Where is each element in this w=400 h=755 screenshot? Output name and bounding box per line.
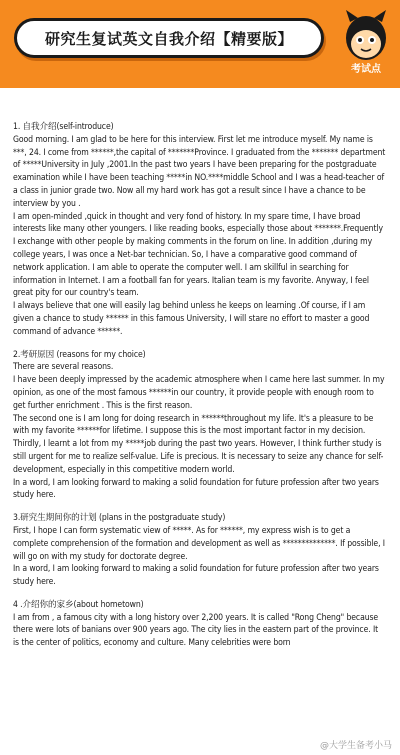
paragraph: First, I hope I can form systematic view of *****. As for ******, my express wish is to get a complete comprehension of the formation and development as well as **************. If possible, I will go on with my study for doctorate degree. [13,525,385,562]
section-heading: 4 .介绍你的家乡(about hometown) [13,599,144,610]
paragraph: Thirdly, I learnt a lot from my *****job during the past two years. However, I think further study is still urgent for me to realize self-value. Life is precious. It is necessary to seize any chance for self-development, especially in this competitive modern world. [13,439,384,475]
section-heading: 2.考研原因 (reasons for my choice) [13,349,146,360]
paragraph: Good morning. I am glad to be here for this interview. First let me introduce myself. My name is ***, 24. I come from ******,the capital of *******Province. I graduated from the ******* department of *****University in July ,2001.In the past two years I have been preparing for the postgraduate examination while I have been teaching *****in NO.****middle School and I was a head-teacher of a class in junior grade two. Now all my hard work has got a result since I have a chance to be interview by you . [13,134,386,209]
paragraph: The second one is I am long for doing research in ******throughout my life. It's a pleasure to be with my favorite ******for lifetime. I suppose this is the most important factor in my decision. [13,413,374,437]
paragraph: I have been deeply impressed by the academic atmosphere when I came here last summer. In my opinion, as one of the most famous ******in our country, it provide people with enough room to get further enrichment . This is the first reason. [13,375,385,411]
section-hometown [13,599,386,650]
title-pill [14,18,324,58]
section-plans [13,512,386,589]
paragraph: In a word, I am looking forward to making a solid foundation for future profession after two years study here. [13,477,379,501]
paragraph: In a word, I am looking forward to making a solid foundation for future profession after two years study here. [13,564,379,588]
section-heading: 3.研究生期间你的计划 (plans in the postgraduate study) [13,513,226,524]
page-title: 研究生复试英文自我介绍【精要版】 [44,29,293,48]
brand-label: 考试点 [351,64,381,75]
section-reasons [13,349,386,503]
article-body [0,88,400,755]
section-heading: 1. 自我介绍(self-introduce) [13,122,114,132]
paragraph: I am from , a famous city with a long history over 2,200 years. It is called "Rong Cheng" because there were lots of banians over 900 years ago. The city lies in the eastern part of the province. It is the center of politics, economy and culture. Many celebrities were born [13,612,379,649]
section-self-introduce [13,121,386,339]
paragraph: I always believe that one will easily lag behind unless he keeps on learning .Of course, if I am given a chance to study ****** in this famous University, I will stare no effort to master a good command of advance ******. [13,301,370,337]
watermark: @大学生备考小马 [319,741,392,751]
header-banner [0,0,400,88]
paragraph: There are several reasons. [13,362,114,373]
paragraph: I am open-minded ,quick in thought and very fond of history. In my spare time, I have broad interests like many other youngers. I like reading books, especially those about *******.Frequently I exchange with other people by making comments in the forum on line. In addition ,during my college years, I was once a Net-bar technician. So, I have a comparative good command of network application. I am able to operate the computer well. I am skillful in searching for information in Internet. I am a football fan for years. Italian team is my favorite. Anyway, I feel great pity for our country's team. [13,211,383,299]
